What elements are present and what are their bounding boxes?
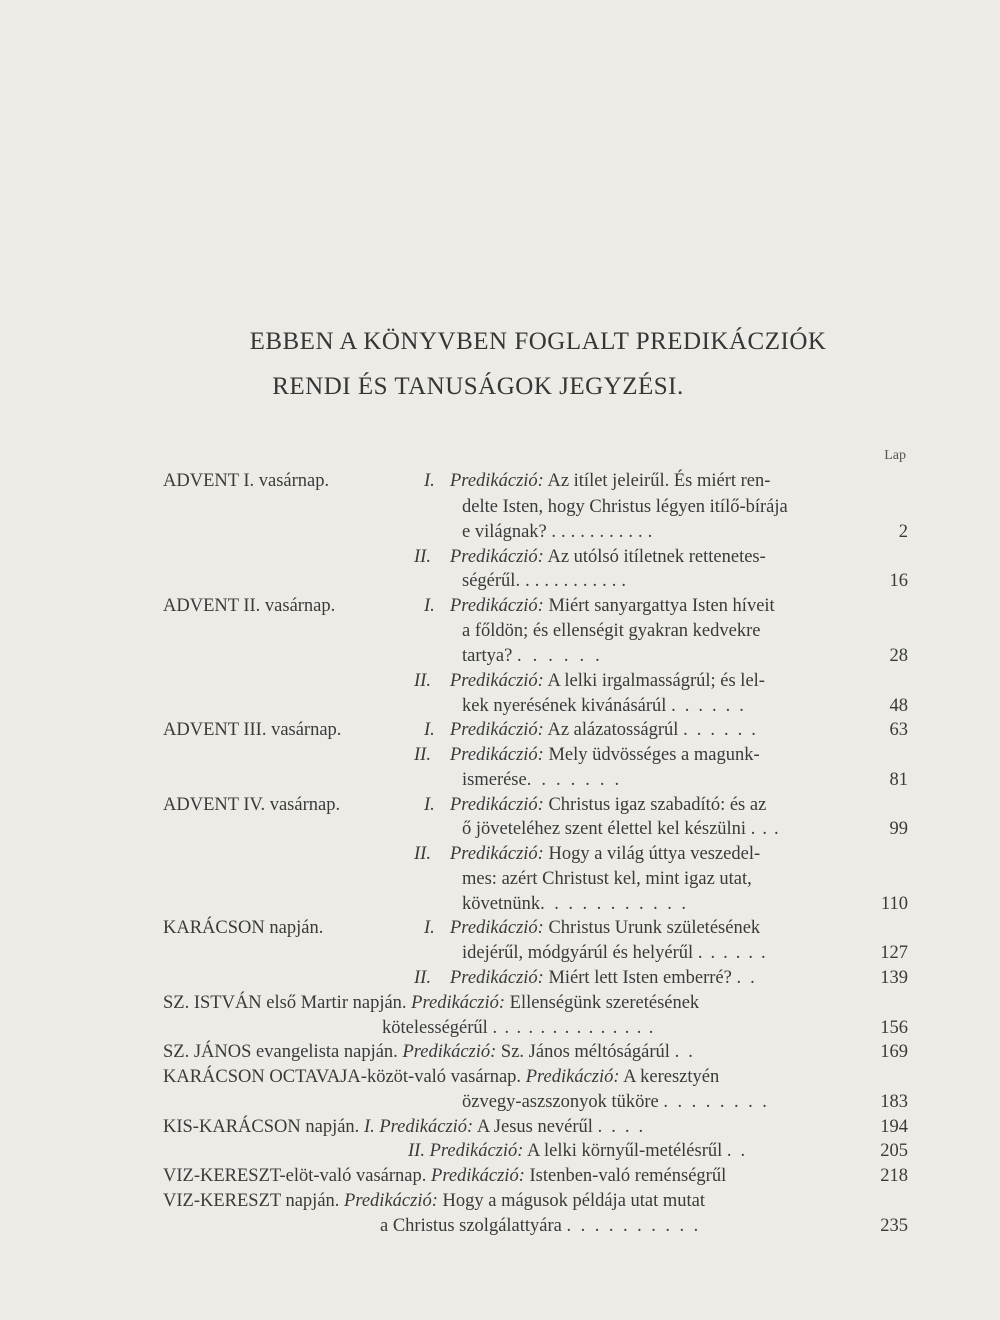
toc-leader: ...... (671, 696, 753, 716)
toc-heading: KARÁCSON OCTAVAJA-közöt-való vasárnap. (163, 1067, 522, 1087)
toc-leader: ............ (515, 571, 631, 591)
toc-heading: ADVENT II. vasárnap. (163, 596, 336, 616)
toc-heading: KARÁCSON napján. (163, 918, 324, 938)
toc-leader: ...... (516, 646, 611, 666)
toc-text: Miért sanyargattya Isten híveit (548, 596, 775, 616)
toc-page-number: 156 (880, 1018, 908, 1038)
toc-text: e világnak? (462, 522, 547, 542)
toc-roman: I. (363, 1117, 375, 1137)
toc-text: A lelki környűl-metélésrűl (527, 1141, 723, 1161)
toc-heading: SZ. JÁNOS evangelista napján. (163, 1042, 398, 1062)
toc-roman: II. (414, 745, 431, 765)
toc-label: Predikáczió: (450, 547, 544, 567)
toc-text: A Jesus nevérűl (476, 1117, 593, 1137)
toc-label: Predikáczió: (450, 844, 544, 864)
toc-leader: ........... (551, 522, 658, 542)
toc-leader: ...... (697, 943, 774, 963)
toc-leader: .. (674, 1042, 702, 1062)
toc-roman: I. (424, 795, 435, 815)
toc-text: delte Isten, hogy Christus légyen itílő-bírája (462, 497, 788, 517)
toc-label: Predikáczió: (429, 1141, 524, 1161)
toc-text: a főldön; és ellenségit gyakran kedvekre (462, 621, 761, 641)
toc-page-number: 169 (880, 1042, 908, 1062)
toc-page-number: 127 (880, 943, 908, 963)
toc-page-number: 81 (889, 770, 908, 790)
toc-heading: ADVENT III. vasárnap. (163, 720, 342, 740)
toc-heading: VIZ-KERESZT napján. (163, 1191, 340, 1211)
toc-heading: ADVENT IV. vasárnap. (163, 795, 341, 815)
toc-roman: II. (414, 968, 431, 988)
toc-page-number: 194 (880, 1117, 908, 1137)
toc-label: Predikáczió: (411, 993, 506, 1013)
toc-page-number: 183 (880, 1092, 908, 1112)
toc-text: Az alázatosságrúl (547, 720, 679, 740)
page-subtitle: RENDI ÉS TANUSÁGOK JEGYZÉSI. (272, 373, 684, 400)
toc-leader: .. (736, 968, 764, 988)
toc-label: Predikáczió: (450, 720, 544, 740)
toc-page-number: 139 (880, 968, 908, 988)
toc-text: Christus igaz szabadító: és az (548, 795, 767, 815)
toc-roman: I. (424, 918, 435, 938)
toc-label: Predikáczió: (450, 795, 544, 815)
toc-text: Az itílet jeleirűl. És miért ren- (547, 471, 771, 491)
toc-label: Predikáczió: (525, 1067, 620, 1087)
toc-roman: II. (408, 1141, 425, 1161)
page-title: EBBEN A KÖNYVBEN FOGLALT PREDIKÁCZIÓK (249, 328, 827, 355)
toc-page-number: 28 (889, 646, 908, 666)
toc-label: Predikáczió: (450, 968, 544, 988)
toc-text: követnünk (462, 894, 541, 914)
toc-text: ismerése (462, 770, 527, 790)
toc-label: Predikáczió: (344, 1191, 438, 1211)
toc-text: A lelki irgalmasságrúl; és lel- (547, 671, 765, 691)
toc-page-number: 2 (898, 522, 908, 542)
toc-text: Miért lett Isten emberré? (548, 968, 732, 988)
toc-text: mes: azért Christust kel, mint igaz utat, (462, 869, 752, 889)
toc-leader: ........... (540, 894, 696, 914)
toc-label: Predikáczió: (450, 745, 544, 765)
toc-label: Predikáczió: (450, 918, 544, 938)
toc-label: Predikáczió: (450, 671, 544, 691)
toc-leader: .... (597, 1117, 653, 1137)
toc-text: idejérűl, módgyárúl és helyérűl (462, 943, 694, 963)
toc-label: Predikáczió: (402, 1042, 497, 1062)
toc-page-number: 218 (880, 1166, 908, 1186)
toc-roman: I. (424, 596, 435, 616)
toc-text: Az utólsó itíletnek rettenetes- (547, 547, 766, 567)
toc-text: tartya? (462, 646, 513, 666)
toc-text: ő jöveteléhez szent élettel kel készülni (462, 819, 747, 839)
toc-page-number: 63 (889, 720, 908, 740)
toc-text: Hogy a mágusok példája utat mutat (442, 1191, 706, 1211)
toc-text: özvegy-aszszonyok tüköre (462, 1092, 659, 1112)
toc-page-number: 235 (880, 1216, 908, 1236)
toc-text: Sz. János méltóságárúl (500, 1042, 670, 1062)
toc-text: A keresztyén (623, 1067, 720, 1087)
toc-text: kötelességérűl (382, 1018, 488, 1038)
toc-leader: .......... (566, 1216, 708, 1236)
toc-label: Predikáczió: (431, 1166, 525, 1186)
toc-page-number: 48 (889, 696, 908, 716)
toc-label: Predikáczió: (450, 471, 544, 491)
toc-heading: ADVENT I. vasárnap. (163, 471, 330, 491)
page-column-header: Lap (884, 448, 906, 463)
toc-leader: ...... (683, 720, 765, 740)
toc-text: a Christus szolgálattyára (380, 1216, 562, 1236)
toc-page-number: 110 (880, 894, 908, 914)
toc-roman: I. (424, 720, 435, 740)
toc-label: Predikáczió: (450, 596, 544, 616)
toc-page-number: 16 (889, 571, 908, 591)
toc-leader: ... (750, 819, 786, 839)
toc-text: ségérűl (462, 571, 516, 591)
toc-text: Istenben-való reménségrűl (529, 1166, 727, 1186)
toc-page-number: 99 (889, 819, 908, 839)
toc-text: Mely üdvösséges a magunk- (548, 745, 760, 765)
toc-roman: I. (424, 471, 435, 491)
toc-roman: II. (414, 671, 431, 691)
toc-heading: SZ. ISTVÁN első Martir napján. (163, 993, 407, 1013)
toc-label: Predikáczió: (379, 1117, 474, 1137)
toc-leader: .............. (492, 1018, 661, 1038)
toc-roman: II. (414, 844, 431, 864)
toc-leader: ........ (663, 1092, 777, 1112)
toc-heading: KIS-KARÁCSON napján. (163, 1117, 360, 1137)
toc-text: Hogy a világ úttya veszedel- (548, 844, 761, 864)
toc-leader: ....... (526, 770, 630, 790)
toc-text: Ellenségünk szeretésének (509, 993, 700, 1013)
toc-page-number: 205 (880, 1141, 908, 1161)
toc-heading: VIZ-KERESZT-elöt-való vasárnap. (163, 1166, 427, 1186)
toc-leader: .. (726, 1141, 755, 1161)
toc-text: Christus Urunk születésének (548, 918, 761, 938)
toc-text: kek nyerésének kivánásárúl (462, 696, 667, 716)
toc-roman: II. (414, 547, 431, 567)
